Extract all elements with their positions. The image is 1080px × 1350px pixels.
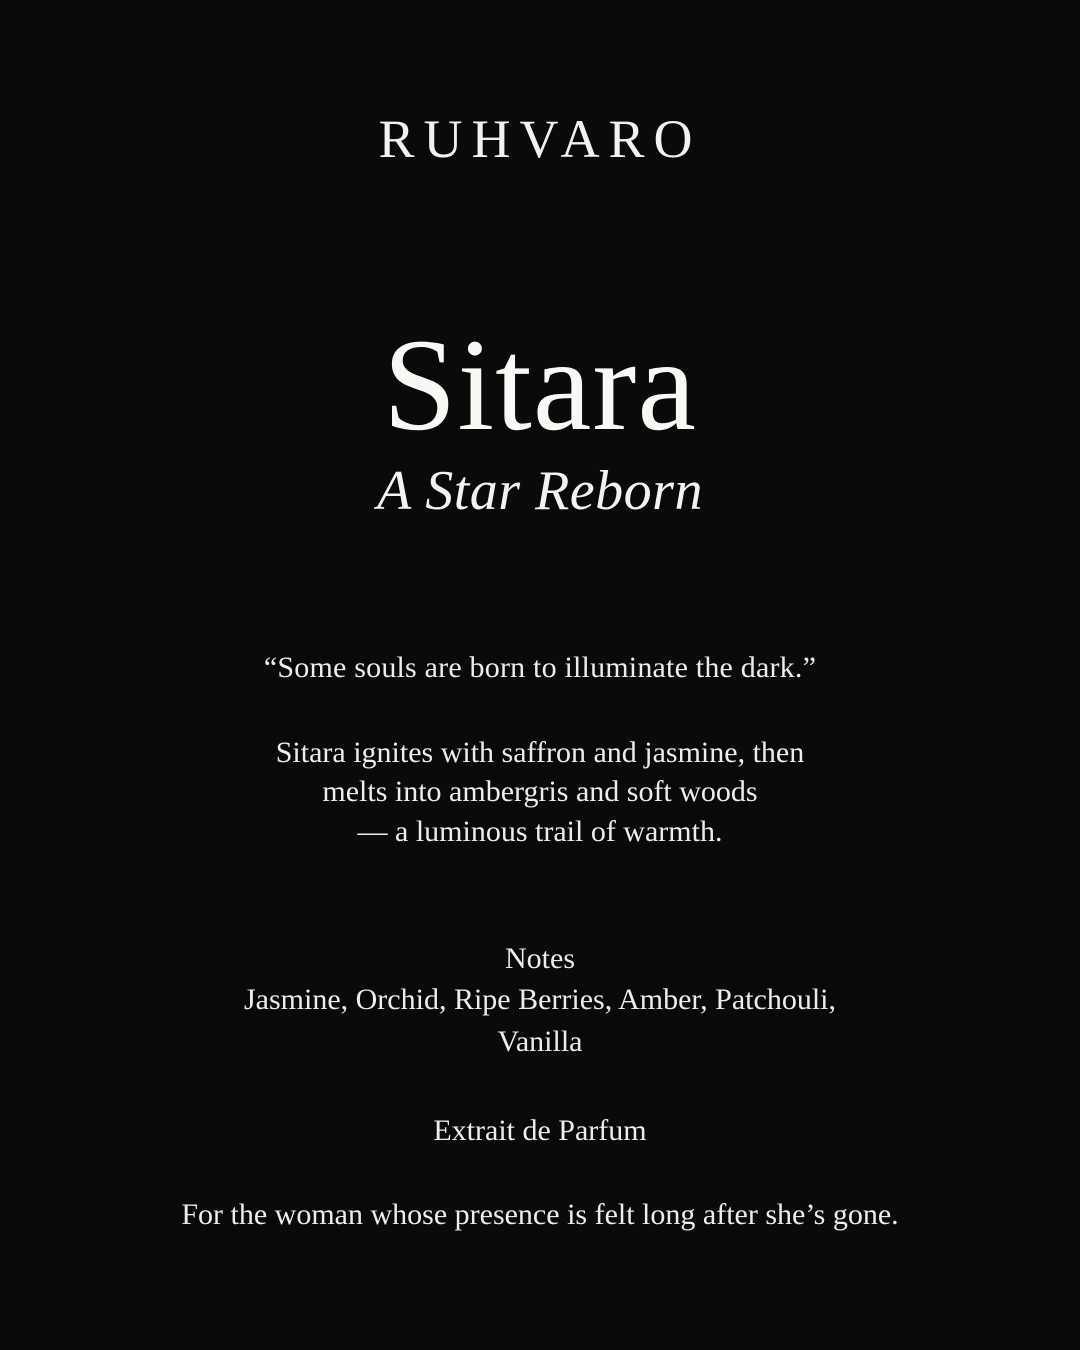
description-line-3: — a luminous trail of warmth. [357,814,723,848]
notes-list-line-2: Vanilla [497,1025,583,1059]
notes-block [244,939,836,1062]
quote-text: “Some souls are born to illuminate the dark.” [263,650,817,684]
product-tagline: A Star Reborn [377,459,703,522]
concentration-label: Extrait de Parfum [433,1114,647,1148]
description-line-1: Sitara ignites with saffron and jasmine, then [275,735,805,769]
notes-label: Notes [505,942,575,976]
description-block [276,733,805,852]
description-line-2: melts into ambergris and soft woods [322,775,758,809]
notes-list-line-1: Jasmine, Orchid, Ripe Berries, Amber, Patchouli, [243,983,837,1017]
product-title-block [0,311,1080,523]
brand-wordmark: RUHVARO [378,109,702,169]
closing-statement: For the woman whose presence is felt long after she’s gone. [181,1198,899,1232]
product-name: Sitara [383,311,697,458]
